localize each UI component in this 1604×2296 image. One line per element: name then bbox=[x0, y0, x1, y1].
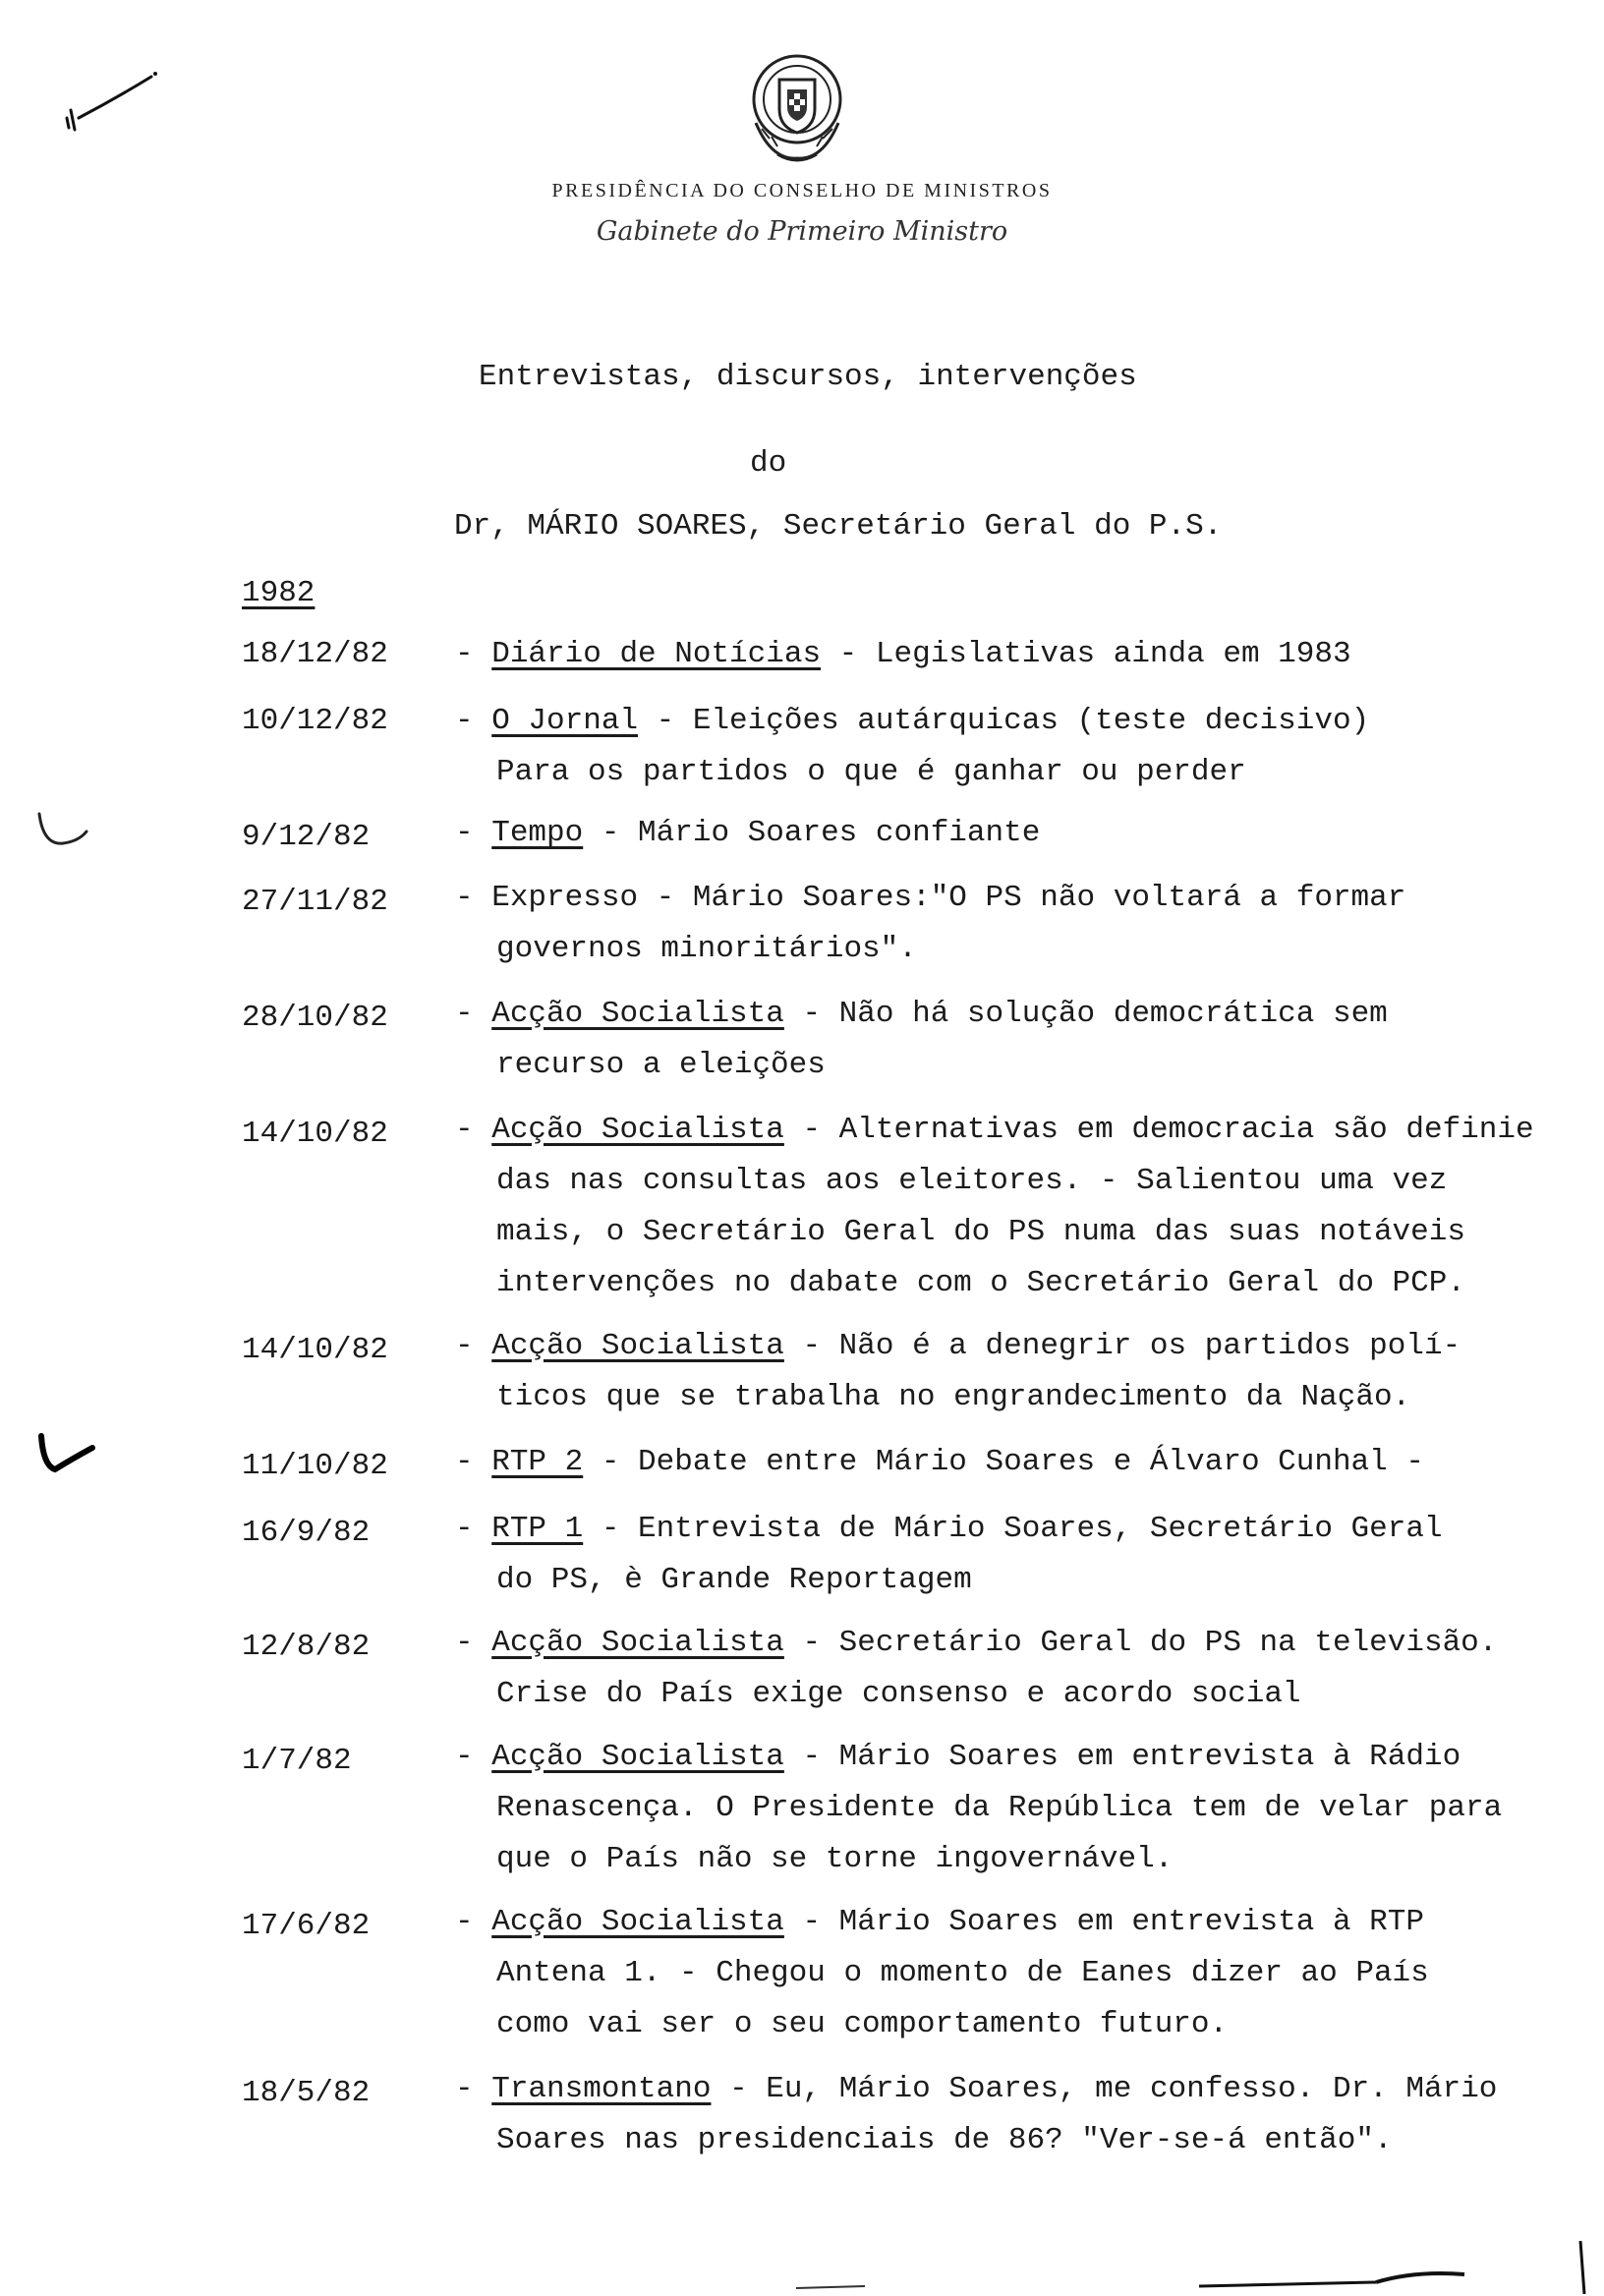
entry-date: 10/12/82 bbox=[242, 704, 388, 738]
entry-source: Acção Socialista bbox=[491, 1905, 784, 1939]
entry-source: Acção Socialista bbox=[491, 1113, 784, 1147]
entry-source: Acção Socialista bbox=[491, 997, 784, 1031]
entry-text: - Acção Socialista - Alternativas em democracia são definie das nas consultas aos eleitores. - Salientou uma vez mais, o Secretário Geral do PS numa das suas notáveis intervenções no dabate com o Secretário Geral do PCP. bbox=[455, 1105, 1534, 1309]
entry-line: - Debate entre Mário Soares e Álvaro Cunhal - bbox=[583, 1445, 1424, 1479]
entry-line: intervenções no dabate com o Secretário Geral do PCP. bbox=[496, 1266, 1465, 1300]
margin-check-mark-bold bbox=[35, 1430, 96, 1484]
entry-text: - Transmontano - Eu, Mário Soares, me confesso. Dr. Mário Soares nas presidenciais de 86? "Ver-se-á então". bbox=[455, 2064, 1497, 2166]
entry-text: - O Jornal - Eleições autárquicas (teste decisivo) Para os partidos o que é ganhar ou perder bbox=[455, 696, 1369, 798]
entry-text: - Acção Socialista - Secretário Geral do PS na televisão. Crise do País exige consenso e acordo social bbox=[455, 1618, 1497, 1720]
entry-date: 14/10/82 bbox=[242, 1117, 388, 1151]
margin-check-mark bbox=[33, 806, 92, 855]
entry-text: - Acção Socialista - Mário Soares em entrevista à RTP Antena 1. - Chegou o momento de Eanes dizer ao País como vai ser o seu comportamento futuro. bbox=[455, 1897, 1429, 2050]
heading-line-1: Entrevistas, discursos, intervenções bbox=[479, 360, 1137, 394]
entry-source: O Jornal bbox=[491, 704, 639, 738]
entry-line: das nas consultas aos eleitores. - Salientou uma vez bbox=[496, 1164, 1448, 1198]
entry-line: Crise do País exige consenso e acordo social bbox=[496, 1677, 1301, 1711]
entry-source: Tempo bbox=[491, 816, 584, 850]
entry-date: 18/12/82 bbox=[242, 637, 388, 671]
entry-line: Expresso - Mário Soares:"O PS não voltará a formar bbox=[491, 881, 1406, 915]
entry-line: - Alternativas em democracia são definie bbox=[783, 1113, 1534, 1147]
entry-line: - Secretário Geral do PS na televisão. bbox=[783, 1626, 1498, 1660]
scan-edge-lines bbox=[786, 2231, 1604, 2296]
entry-text: - RTP 1 - Entrevista de Mário Soares, Secretário Geral do PS, è Grande Reportagem bbox=[455, 1504, 1443, 1606]
entry-line: governos minoritários". bbox=[496, 932, 917, 966]
entry-source: Acção Socialista bbox=[491, 1329, 784, 1363]
entry-source: Diário de Notícias bbox=[491, 637, 822, 671]
entry-text: - Tempo - Mário Soares confiante bbox=[455, 816, 1041, 850]
cabinet-name: Gabinete do Primeiro Ministro bbox=[596, 216, 1008, 247]
entry-date: 18/5/82 bbox=[242, 2076, 371, 2110]
heading-line-3: Dr, MÁRIO SOARES, Secretário Geral do P.S. bbox=[454, 509, 1223, 544]
entry-text: - Diário de Notícias - Legislativas ainda em 1983 bbox=[455, 637, 1351, 671]
entry-text: - Expresso - Mário Soares:"O PS não voltará a formar governos minoritários". bbox=[455, 873, 1405, 975]
entry-date: 11/10/82 bbox=[242, 1449, 388, 1483]
entry-line: do PS, è Grande Reportagem bbox=[496, 1563, 972, 1597]
entry-text: - Acção Socialista - Mário Soares em entrevista à Rádio Renascença. O Presidente da República tem de velar para que o País não se torne ingovernável. bbox=[455, 1732, 1502, 1885]
entry-line: como vai ser o seu comportamento futuro. bbox=[496, 2007, 1229, 2041]
entry-line: - Legislativas ainda em 1983 bbox=[821, 637, 1351, 671]
entry-line: - Não há solução democrática sem bbox=[783, 997, 1388, 1031]
entry-line: - Mário Soares em entrevista à RTP bbox=[783, 1905, 1424, 1939]
coat-of-arms-icon bbox=[742, 44, 852, 170]
entry-source: Acção Socialista bbox=[491, 1626, 784, 1660]
handwritten-tick-mark bbox=[57, 59, 165, 138]
entry-line: - Eleições autárquicas (teste decisivo) bbox=[638, 704, 1370, 738]
entry-line: - Mário Soares confiante bbox=[583, 816, 1041, 850]
entry-line: que o País não se torne ingovernável. bbox=[496, 1842, 1174, 1876]
entry-date: 12/8/82 bbox=[242, 1630, 371, 1664]
entry-text: - RTP 2 - Debate entre Mário Soares e Álvaro Cunhal - bbox=[455, 1445, 1424, 1479]
entry-line: Antena 1. - Chegou o momento de Eanes dizer ao País bbox=[496, 1956, 1429, 1990]
entry-source: Transmontano bbox=[491, 2072, 712, 2106]
entry-source: RTP 1 bbox=[491, 1512, 584, 1546]
entry-date: 1/7/82 bbox=[242, 1744, 352, 1778]
entry-source: RTP 2 bbox=[491, 1445, 584, 1479]
entry-date: 28/10/82 bbox=[242, 1001, 388, 1035]
year-heading: 1982 bbox=[242, 576, 315, 610]
office-name: PRESIDÊNCIA DO CONSELHO DE MINISTROS bbox=[551, 180, 1053, 201]
entry-line: mais, o Secretário Geral do PS numa das suas notáveis bbox=[496, 1215, 1465, 1249]
entry-line: Soares nas presidenciais de 86? "Ver-se-á então". bbox=[496, 2123, 1393, 2157]
entry-line: ticos que se trabalha no engrandecimento da Nação. bbox=[496, 1380, 1411, 1414]
entry-date: 17/6/82 bbox=[242, 1909, 371, 1943]
entry-line: - Não é a denegrir os partidos polí- bbox=[783, 1329, 1461, 1363]
entry-date: 27/11/82 bbox=[242, 885, 388, 919]
entry-line: - Mário Soares em entrevista à Rádio bbox=[783, 1740, 1461, 1774]
entry-date: 9/12/82 bbox=[242, 820, 371, 854]
heading-line-2: do bbox=[750, 446, 787, 481]
entry-line: Renascença. O Presidente da República tem de velar para bbox=[496, 1791, 1503, 1825]
entry-text: - Acção Socialista - Não há solução democrática sem recurso a eleições bbox=[455, 989, 1388, 1091]
entry-source: Acção Socialista bbox=[491, 1740, 784, 1774]
entry-text: - Acção Socialista - Não é a denegrir os partidos polí- ticos que se trabalha no engrandecimento da Nação. bbox=[455, 1321, 1461, 1423]
entry-date: 14/10/82 bbox=[242, 1333, 388, 1367]
entry-line: recurso a eleições bbox=[496, 1048, 826, 1082]
entry-line: - Eu, Mário Soares, me confesso. Dr. Mário bbox=[711, 2072, 1498, 2106]
entry-line: - Entrevista de Mário Soares, Secretário Geral bbox=[583, 1512, 1443, 1546]
entry-line: Para os partidos o que é ganhar ou perder bbox=[496, 755, 1246, 789]
entry-date: 16/9/82 bbox=[242, 1516, 371, 1550]
